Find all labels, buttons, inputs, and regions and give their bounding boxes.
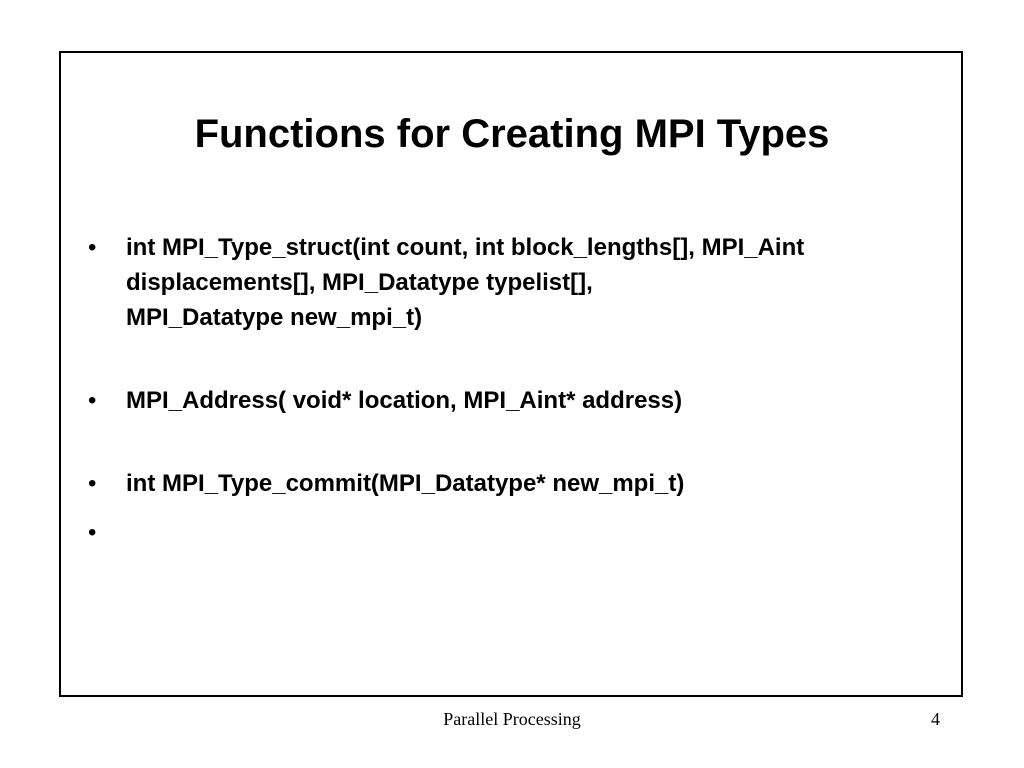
bullet-list	[88, 230, 948, 550]
page-number: 4	[931, 709, 940, 729]
bullet-marker: •	[88, 470, 97, 497]
bullet-line: int MPI_Type_commit(MPI_Datatype* new_mpi_t)	[126, 470, 685, 497]
footer-title: Parallel Processing	[443, 709, 581, 729]
bullet-marker: •	[88, 519, 97, 546]
bullet-line: displacements[], MPI_Datatype typelist[],	[126, 269, 593, 296]
bullet-marker: •	[88, 234, 97, 261]
slide-title: Functions for Creating MPI Types	[194, 112, 830, 156]
bullet-item-mpi-address	[88, 383, 948, 418]
bullet-line: MPI_Datatype new_mpi_t)	[126, 304, 423, 331]
bullet-marker: •	[88, 387, 97, 414]
bullet-item-mpi-type-commit	[88, 466, 948, 501]
bullet-item-mpi-type-struct	[88, 230, 948, 335]
bullet-line: int MPI_Type_struct(int count, int block_lengths[], MPI_Aint	[126, 234, 805, 261]
bullet-line: MPI_Address( void* location, MPI_Aint* address)	[126, 387, 683, 414]
bullet-item-empty	[88, 515, 948, 550]
